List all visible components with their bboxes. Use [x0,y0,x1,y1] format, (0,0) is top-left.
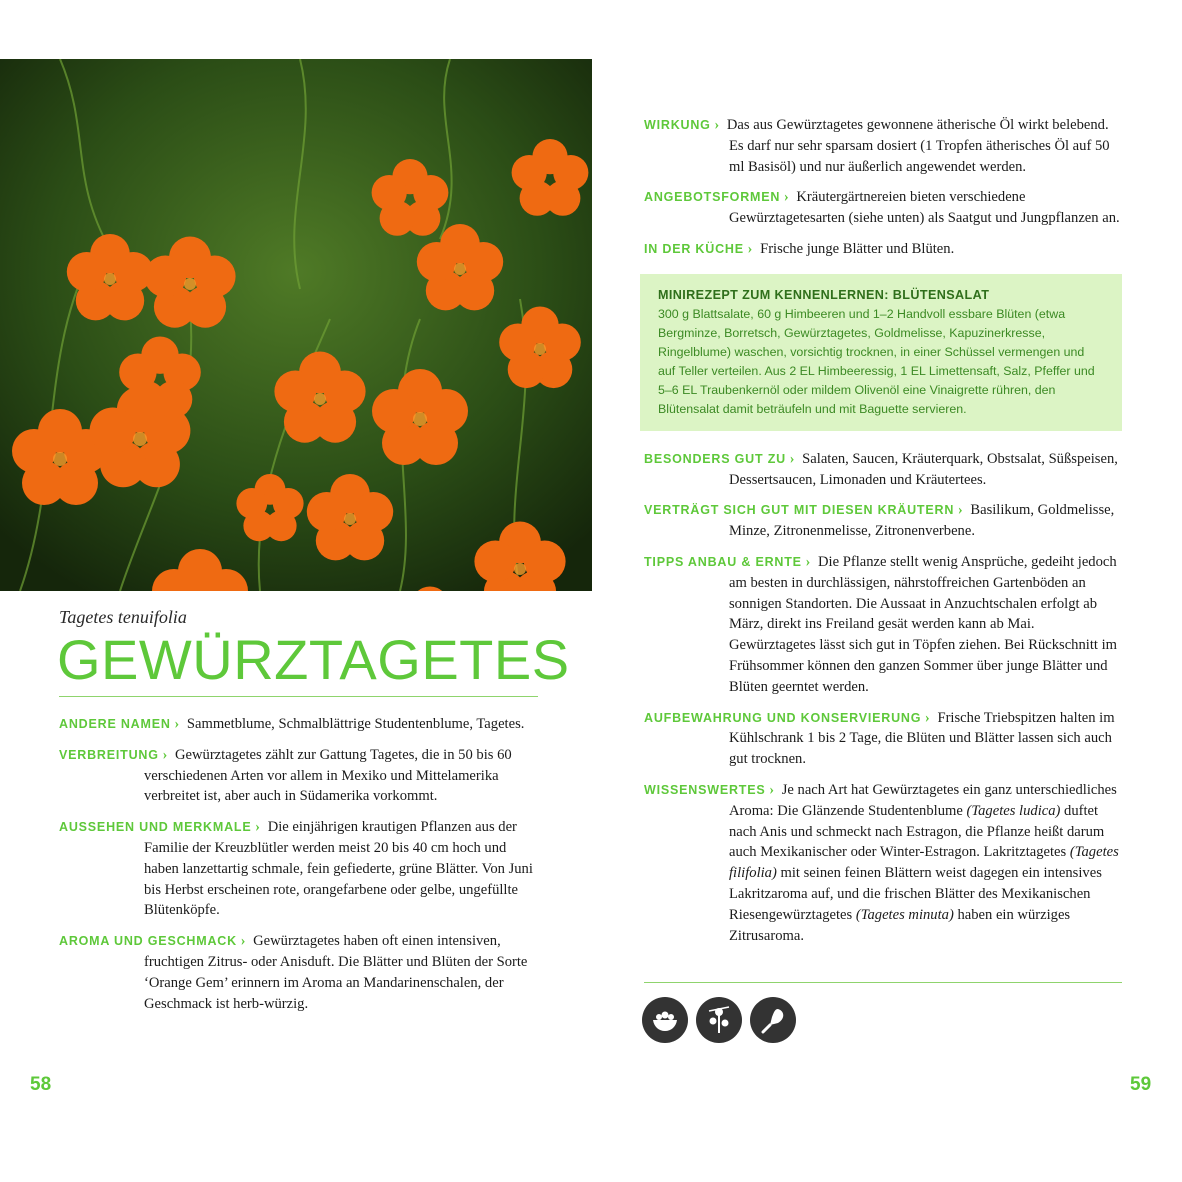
entry-label: WIRKUNG [644,118,711,132]
species-name: (Tagetes ludica) [966,802,1061,819]
entry-label: ANGEBOTSFORMEN [644,190,781,205]
entry-text: mit seinen feinen Blättern weist dagegen ein intensives Lakritzaroma auf, und die frischen Blätter des Mexikanischen Riesengewürztagetes [729,865,1102,923]
entry-text: Basilikum, Goldmelisse, Minze, Zitronenmelisse, Zitronenverbene. [729,502,1115,540]
page-title: GEWÜRZTAGETES [57,628,570,691]
recipe-text: 300 g Blattsalate, 60 g Himbeeren und 1–2 Handvoll essbare Blüten (etwa Bergminze, Borretsch, Gewürztagetes, Goldmelisse, Kapuzinerkresse, Ringelblume) waschen, vorsichtig trocknen, in einer Schüssel vermengen und auf Teller verteilen. Aus 2 EL Himbeeressig, 1 EL Limettensaft, Salz, Pfeffer und 5–6 EL Traubenkernöl oder mildem Olivenöl eine Vinaigrette rühren, den Blütensalat damit beträufeln und mit Baguette servieren. [658,306,1095,416]
title-divider [59,696,538,697]
marigold-photo-illustration [0,59,592,591]
chevron-right-icon: › [789,450,795,467]
entry-andere-namen [59,714,541,735]
marigold-photo [0,59,592,591]
chevron-right-icon: › [783,189,789,206]
chevron-right-icon: › [162,746,168,763]
usage-icons [642,997,796,1043]
species-name: (Tagetes minuta) [855,906,954,923]
chevron-right-icon: › [255,819,261,836]
entry-wirkung [644,115,1122,177]
left-column [59,714,541,1024]
entry-verbreitung [59,745,541,807]
entry-label: AUSSEHEN UND MERKMALE [59,820,252,835]
chevron-right-icon: › [957,502,963,519]
entry-text: Die einjährigen krautigen Pflanzen aus der Familie der Kreuzblütler werden meist 20 bis 40 cm hoch und haben lanzettartig schmale, fein gefiederte, grüne Blätter. Von Juni bis Herbst erscheinen rote, orangefarbene oder gelbe, ungefüllte Blütenköpfe. [144,819,533,919]
entry-text: Frische Triebspitzen halten im Kühlschrank 1 bis 2 Tage, die Blüten und Blätter lassen sich auch gut trocknen. [729,709,1115,768]
recipe-box [640,274,1122,431]
entry-text: Das aus Gewürztagetes gewonnene ätherische Öl wirkt belebend. Es darf nur sehr sparsam dosiert (1 Tropfen ätherisches Öl auf 50 ml Basisöl) und nur äußerlich angewendet werden. [726,117,1110,175]
entry-in-der-kueche [644,239,1122,260]
icons-divider [644,982,1122,983]
chevron-right-icon: › [714,117,720,133]
entry-besonders-gut-zu [644,449,1122,491]
entry-vertraegt-sich [644,500,1122,542]
page-number-left: 58 [30,1074,52,1095]
entry-angebotsformen [644,187,1122,229]
entry-text: Gewürztagetes haben oft einen intensiven, fruchtigen Zitrus- oder Anisduft. Die Blätter und Blüten der Sorte ‘Orange Gem’ erinnern im Aroma an Mandarinenschalen, der Geschmack ist herb-würzig. [144,933,528,1012]
entry-text: Die Pflanze stellt wenig Ansprüche, gedeiht jedoch am besten in durchlässigen, nährstoffreichen Gartenböden an sonnigen Standorten. Die Aussaat in Anzuchtschalen erfolgt ab März, direkt ins Freiland gesät werden kann ab Mai. Gewürztagetes lässt sich gut in Töpfen ziehen. Bei Rückschnitt im Frühsommer können den ganzen Sommer über junge Blätter und Blüten geerntet werden. [729,553,1117,695]
entry-text: Kräutergärtnereien bieten verschiedene Gewürztagetesarten (siehe unten) als Saatgut und Jungpflanzen an. [729,189,1120,227]
entry-text: Je nach Art hat Gewürztagetes ein ganz unterschiedliches Aroma: Die Glänzende Studentenblume [729,781,1117,819]
entry-text: duftet nach Anis und schmeckt nach Estragon, die Pflanze heißt darum auch Mexikanischer oder Winter-Estragon. Lakritztagetes [729,802,1105,861]
entry-text: Frische junge Blätter und Blüten. [760,240,955,257]
right-column [644,115,1122,956]
chevron-right-icon: › [747,240,753,257]
entry-label: BESONDERS GUT ZU [644,451,786,466]
chevron-right-icon: › [769,781,775,798]
chevron-right-icon: › [240,933,246,950]
chevron-right-icon: › [174,716,180,732]
entry-label: WISSENSWERTES [644,782,766,797]
entry-aufbewahrung [644,708,1122,770]
species-name: (Tagetes filifolia) [729,844,1119,882]
salad-bowl-icon [642,997,688,1043]
trowel-icon [750,997,796,1043]
flowering-herb-icon [696,997,742,1043]
entry-label: ANDERE NAMEN [59,717,171,731]
latin-name: Tagetes tenuifolia [59,607,187,627]
entry-aussehen [59,817,541,921]
page-number-right: 59 [1130,1074,1152,1095]
entry-label: AROMA UND GESCHMACK [59,934,237,949]
entry-tipps-anbau [644,552,1122,698]
entry-aroma [59,931,541,1014]
entry-label: TIPPS ANBAU & ERNTE [644,554,802,569]
chevron-right-icon: › [924,709,930,726]
entry-label: VERBREITUNG [59,747,159,762]
entry-text: haben ein würziges Zitrusaroma. [729,906,1071,944]
entry-text: Salaten, Saucen, Kräuterquark, Obstsalat, Süßspeisen, Dessertsaucen, Limonaden und Kräutertees. [729,450,1118,488]
entry-text: Gewürztagetes zählt zur Gattung Tagetes, die in 50 bis 60 verschiedenen Arten vor allem in Mexiko und Mittelamerika verbreitet ist, aber auch in Südamerika vorkommt. [144,746,512,805]
entry-label: AUFBEWAHRUNG UND KONSERVIERUNG [644,710,922,725]
entry-label: IN DER KÜCHE [644,241,744,256]
chevron-right-icon: › [805,553,811,570]
recipe-title: MINIREZEPT ZUM KENNENLERNEN: BLÜTENSALAT [658,287,990,302]
entry-text: Sammetblume, Schmalblättrige Studentenblume, Tagetes. [186,716,525,732]
entry-label: VERTRÄGT SICH GUT MIT DIESEN KRÄUTERN [644,503,955,518]
entry-wissenswertes [644,780,1122,946]
